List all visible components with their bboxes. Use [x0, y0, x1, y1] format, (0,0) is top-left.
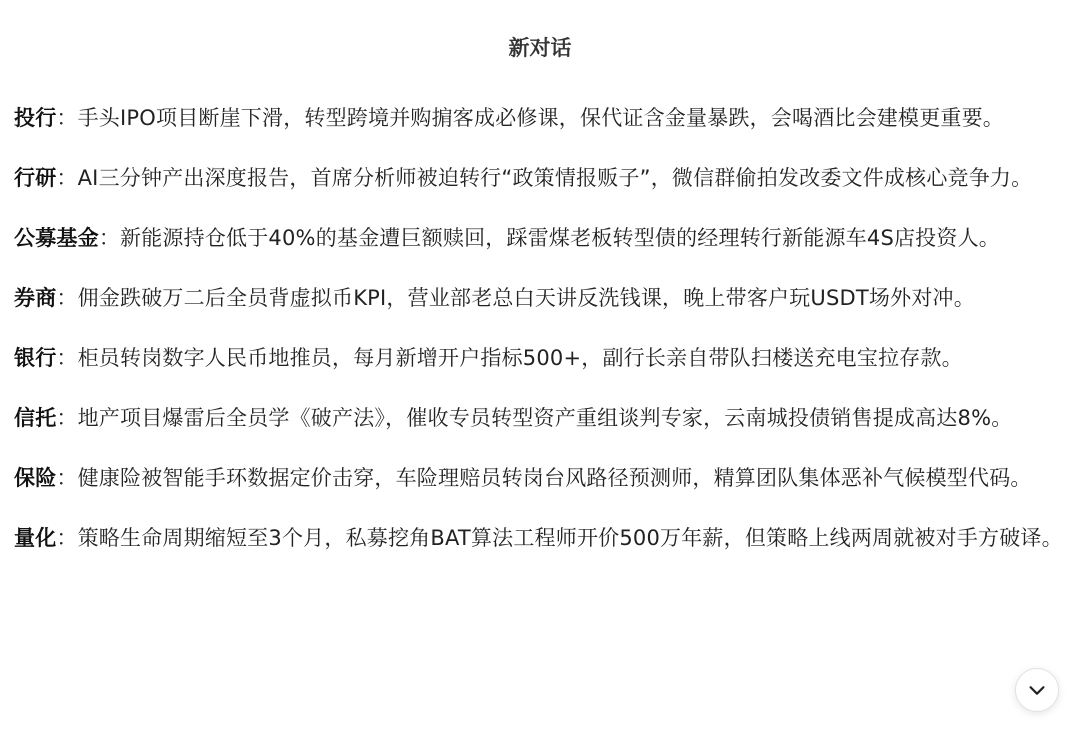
label-colon: ： — [56, 286, 78, 310]
paragraph-text: 佣金跌破万二后全员背虚拟币KPI，营业部老总白天讲反洗钱课，晚上带客户玩USDT场外对冲。 — [77, 286, 975, 310]
chevron-down-icon — [1026, 679, 1048, 701]
paragraph-text: AI三分钟产出深度报告，首席分析师被迫转行“政策情报贩子”，微信群偷拍发改委文件成核心竞争力。 — [77, 166, 1033, 190]
paragraph-label: 量化 — [14, 526, 57, 550]
paragraph-text: 柜员转岗数字人民币地推员，每月新增开户指标500+，副行长亲自带队扫楼送充电宝拉存款。 — [77, 346, 963, 370]
paragraph-hangyan — [14, 158, 1066, 198]
paragraph-gongmu — [14, 218, 1066, 258]
paragraph-label: 银行 — [14, 346, 57, 370]
label-colon: ： — [56, 406, 78, 430]
scroll-down-button[interactable] — [1015, 668, 1059, 712]
paragraph-label: 券商 — [14, 286, 57, 310]
paragraph-touhang — [14, 98, 1066, 138]
label-colon: ： — [56, 166, 78, 190]
paragraph-text: 手头IPO项目断崖下滑，转型跨境并购掮客成必修课，保代证含金量暴跌，会喝酒比会建模更重要。 — [77, 106, 1004, 130]
paragraph-label: 投行 — [14, 106, 57, 130]
paragraph-text: 新能源持仓低于40%的基金遭巨额赎回，踩雷煤老板转型债的经理转行新能源车4S店投资人。 — [120, 226, 1000, 250]
label-colon: ： — [56, 466, 78, 490]
label-colon: ： — [56, 106, 78, 130]
paragraph-lianghua — [14, 518, 1066, 558]
message-content — [14, 98, 1066, 578]
paragraph-text: 健康险被智能手环数据定价击穿，车险理赔员转岗台风路径预测师，精算团队集体恶补气候模型代码。 — [77, 466, 1032, 490]
paragraph-quanshang — [14, 278, 1066, 318]
paragraph-label: 保险 — [14, 466, 57, 490]
paragraph-yinhang — [14, 338, 1066, 378]
page-title: 新对话 — [508, 36, 572, 60]
paragraph-label: 行研 — [14, 166, 57, 190]
paragraph-label: 信托 — [14, 406, 57, 430]
paragraph-xintuo — [14, 398, 1066, 438]
paragraph-label: 公募基金 — [14, 226, 99, 250]
label-colon: ： — [98, 226, 121, 250]
paragraph-baoxian — [14, 458, 1066, 498]
paragraph-text: 地产项目爆雷后全员学《破产法》，催收专员转型资产重组谈判专家，云南城投债销售提成高达8%。 — [77, 406, 1013, 430]
label-colon: ： — [56, 346, 78, 370]
label-colon: ： — [56, 526, 78, 550]
paragraph-text: 策略生命周期缩短至3个月，私募挖角BAT算法工程师开价500万年薪，但策略上线两周就被对手方破译。 — [77, 526, 1063, 550]
